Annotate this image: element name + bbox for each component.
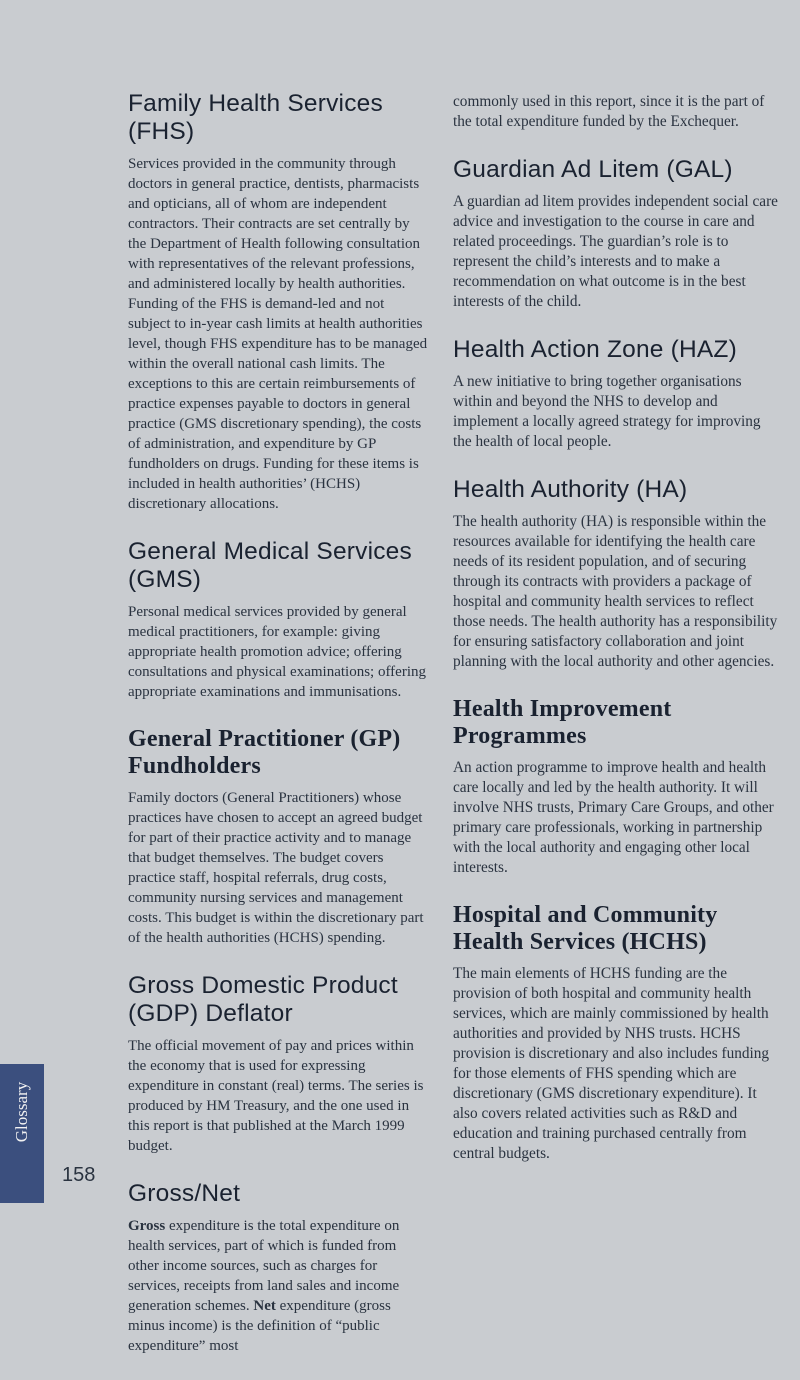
entry-hip <box>453 696 783 878</box>
left-column <box>128 90 428 1380</box>
entry-title: Family Health Services (FHS) <box>128 90 383 145</box>
entry-body: A new initiative to bring together organisations within and beyond the NHS to develop and implement a locally agreed strategy for improving the health of local people. <box>453 373 761 450</box>
entry-gdp-deflator <box>128 972 428 1156</box>
entry-body: The official movement of pay and prices within the economy that is used for expressing expenditure in constant (real) terms. The series is produced by HM Treasury, and the one used in this report is that published at the March 1999 budget. <box>128 1038 424 1154</box>
entry-ha <box>453 476 783 672</box>
entry-body: Family doctors (General Practitioners) whose practices have chosen to accept an agreed budget for part of their practice activity and to manage that budget themselves. The budget covers practice staff, hospital referrals, drug costs, community nursing services and management costs. This budget is within the discretionary part of the health authorities (HCHS) spending. <box>128 790 424 946</box>
entry-haz <box>453 336 783 452</box>
right-column <box>453 92 783 1188</box>
entry-title: Guardian Ad Litem (GAL) <box>453 156 733 183</box>
glossary-tab-label: Glossary <box>12 1081 31 1143</box>
entry-title: General Medical Services (GMS) <box>128 538 412 593</box>
entry-body: Services provided in the community through doctors in general practice, dentists, pharmacists and opticians, all of whom are independent contractors. Their contracts are set centrally by the Department of Health following consultation with representatives of the relevant professions, and administered locally by health authorities. Funding of the FHS is demand-led and not subject to in-year cash limits at health authorities level, though FHS expenditure has to be managed within the overall national cash limits. The exceptions to this are certain reimbursements of practice expenses payable to doctors in general practice (GMS discretionary spending), the costs of administration, and expenditure by GP fundholders on drugs. Funding for these items is included in health authorities’ (HCHS) discretionary allocations. <box>128 156 428 512</box>
entry-body: The health authority (HA) is responsible within the resources available for identifying the health care needs of its resident population, and of securing through its contracts with providers a package of hospital and community health services to reflect those needs. The health authority has a responsibility for ensuring satisfactory collaboration and joint planning with the local authority and other agencies. <box>453 513 778 670</box>
entry-hchs <box>453 902 783 1164</box>
entry-fhs <box>128 90 428 514</box>
entry-body-part: expenditure is the total expenditure on health services, part of which is funded from other income sources, such as charges for services, receipts from land sales and income generation schemes. <box>128 1218 400 1314</box>
entry-body: Personal medical services provided by general medical practitioners, for example: giving appropriate health promotion advice; offering consultations and physical examinations; offering appropriate examinations and immunisations. <box>128 604 426 700</box>
entry-body-part: expenditure (gross minus income) is the definition of “public expenditure” most <box>128 1298 391 1354</box>
entry-body: An action programme to improve health and health care locally and led by the health authority. It will involve NHS trusts, Primary Care Groups, and other primary care professionals, working in partnership with the local authority and engaging other local interests. <box>453 759 774 876</box>
entry-gross-net <box>128 1180 428 1356</box>
entry-body: commonly used in this report, since it is the part of the total expenditure funded by the Exchequer. <box>453 93 765 130</box>
entry-title: Health Improvement Programmes <box>453 696 672 749</box>
entry-title: Gross/Net <box>128 1180 241 1207</box>
entry-title: Gross Domestic Product (GDP) Deflator <box>128 972 398 1027</box>
entry-title: General Practitioner (GP) Fundholders <box>128 726 401 779</box>
term-gross: Gross <box>128 1218 166 1234</box>
page-number: 158 <box>62 1164 96 1186</box>
entry-title: Health Authority (HA) <box>453 476 688 503</box>
entry-body: The main elements of HCHS funding are the provision of both hospital and community health services, which are mainly commissioned by health authorities and provided by NHS trusts. HCHS provision is discretionary and also includes funding for those elements of FHS spending which are discretionary (GMS discretionary expenditure). It also covers related activities such as R&D and education and training purchased centrally from central budgets. <box>453 965 770 1162</box>
entry-title: Health Action Zone (HAZ) <box>453 336 737 363</box>
entry-gms <box>128 538 428 702</box>
entry-gal <box>453 156 783 312</box>
entry-body: A guardian ad litem provides independent social care advice and investigation to the course in care and related proceedings. The guardian’s role is to represent the child’s interests and to make a recommendation on what outcome is in the best interests of the child. <box>453 193 778 310</box>
entry-body <box>128 1216 428 1356</box>
entry-gross-net-continued <box>453 92 783 132</box>
entry-title: Hospital and Community Health Services (HCHS) <box>453 902 718 955</box>
entry-gp-fundholders <box>128 726 428 948</box>
term-net: Net <box>253 1298 276 1314</box>
